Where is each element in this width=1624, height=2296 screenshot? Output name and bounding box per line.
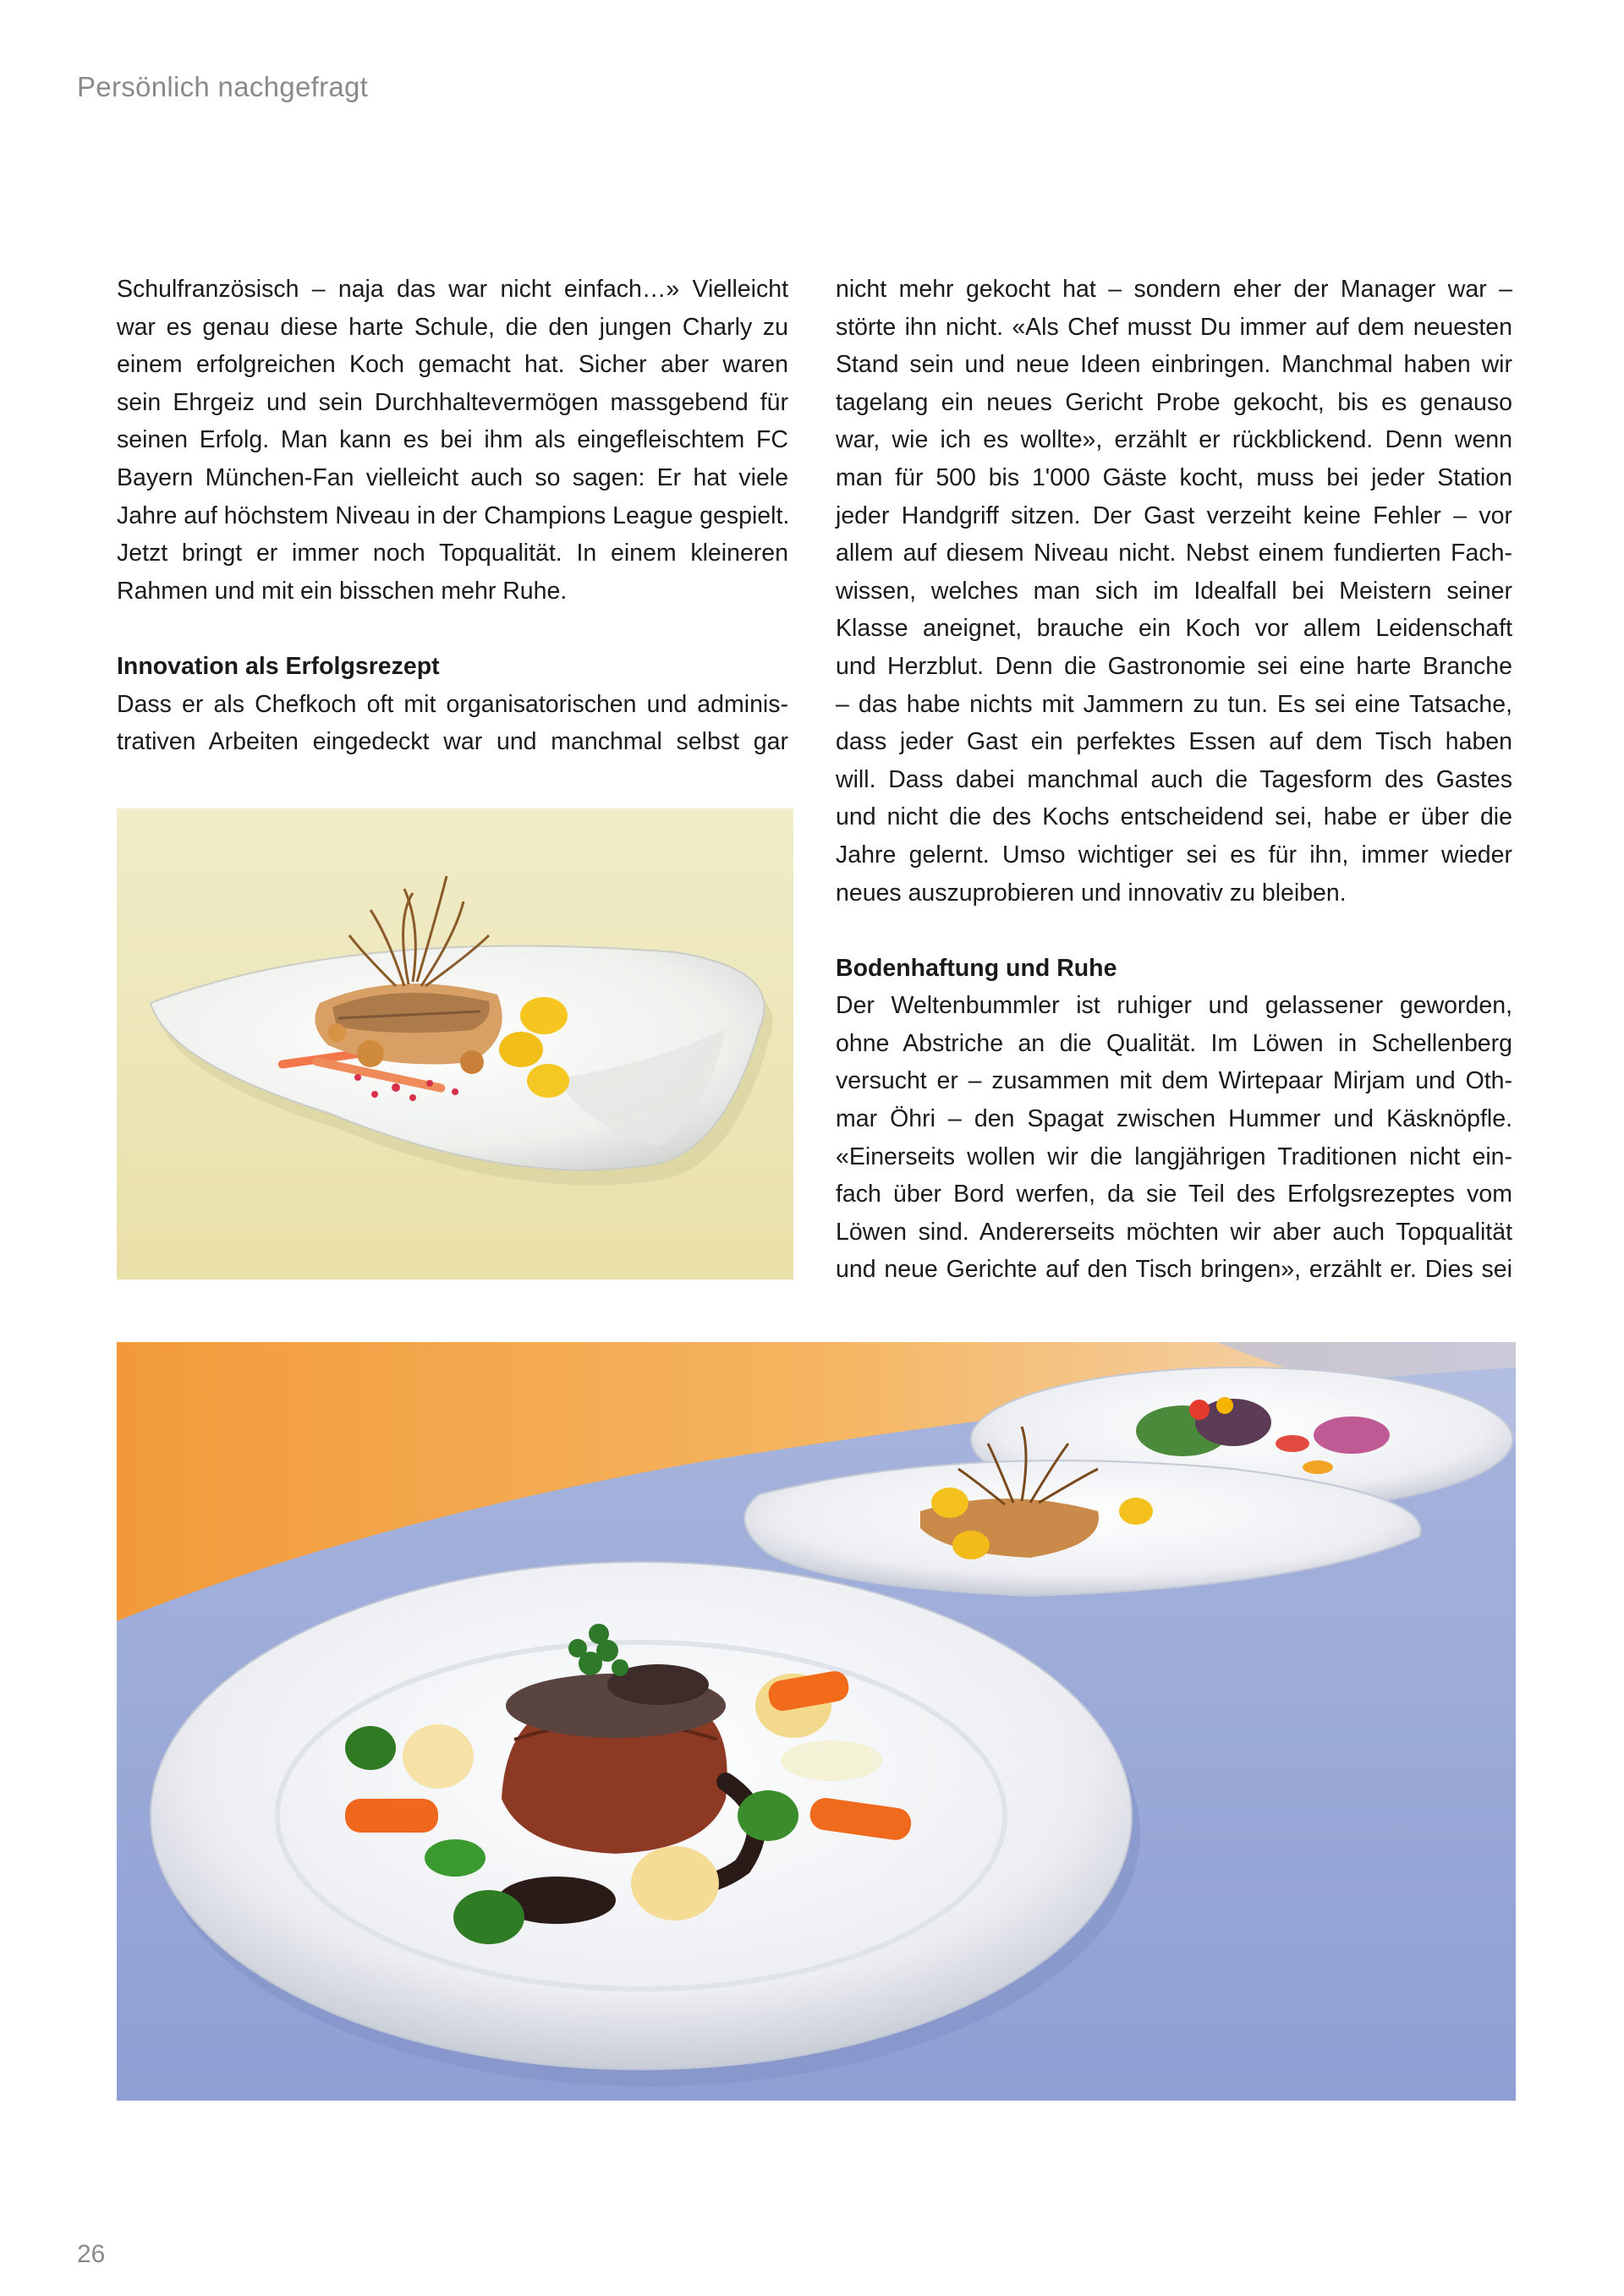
body-line: ohne Abstriche an die Qualität. Im Löwen in Schellenberg: [836, 1029, 1512, 1057]
photo-table-dishes: [117, 1342, 1516, 2101]
body-line: Der Weltenbummler ist ruhiger und gelassener geworden,: [836, 992, 1512, 1020]
body-line: trativen Arbeiten eingedeckt war und manchmal selbst gar: [117, 728, 788, 756]
body-line: Jahre auf höchstem Niveau in der Champions League gespielt.: [117, 501, 790, 529]
body-line: allem auf diesem Niveau nicht. Nebst einem fundierten Fach-: [836, 540, 1512, 567]
body-line: Klasse aneignet, brauche ein Koch vor allem Leidenschaft: [836, 615, 1512, 643]
body-line: neues auszuprobieren und innovativ zu bleiben.: [836, 879, 1347, 907]
body-line: dass jeder Gast ein perfektes Essen auf dem Tisch haben: [836, 728, 1512, 756]
body-line: sein Ehrgeiz und sein Durchhaltevermögen massgebend für: [117, 388, 788, 416]
body-line: will. Dass dabei manchmal auch die Tagesform des Gastes: [836, 765, 1512, 793]
body-line: Bayern München-Fan vielleicht auch so sagen: Er hat viele: [117, 463, 788, 491]
body-line: und nicht die des Kochs entscheidend sei, habe er über die: [836, 803, 1512, 831]
body-line: versucht er – zusammen mit dem Wirtepaar Mirjam und Oth-: [836, 1067, 1512, 1095]
body-line: jeder Handgriff sitzen. Der Gast verzeiht keine Fehler – vor: [836, 501, 1512, 529]
page-number: 26: [77, 2240, 106, 2268]
subheading-innovation: Innovation als Erfolgsrezept: [117, 652, 440, 680]
body-line: und neue Gerichte auf den Tisch bringen», erzählt er. Dies sei: [836, 1256, 1512, 1284]
body-line: Jetzt bringt er immer noch Topqualität. In einem kleineren: [117, 540, 788, 567]
body-line: man für 500 bis 1'000 Gäste kocht, muss bei jeder Station: [836, 463, 1512, 491]
body-line: – das habe nichts mit Jammern zu tun. Es sei eine Tatsache,: [836, 690, 1512, 718]
body-line: Löwen sind. Andererseits möchten wir aber auch Topqualität: [836, 1218, 1512, 1246]
body-line: Jahre gelernt. Umso wichtiger sei es für ihn, immer wieder: [836, 841, 1512, 869]
body-line: war es genau diese harte Schule, die den jungen Charly zu: [117, 313, 788, 341]
body-line: nicht mehr gekocht hat – sondern eher der Manager war –: [836, 276, 1512, 303]
body-line: war, wie ich es wollte», erzählt er rückblickend. Denn wenn: [836, 426, 1512, 454]
photo-fish-dish: [117, 808, 793, 1280]
body-line: fach über Bord werfen, da sie Teil des Erfolgsrezeptes vom: [836, 1181, 1512, 1208]
body-line: Dass er als Chefkoch oft mit organisatorischen und adminis-: [117, 690, 788, 718]
body-line: seinen Erfolg. Man kann es bei ihm als eingefleischtem FC: [117, 426, 788, 454]
article-column-left: [117, 271, 788, 761]
body-line: mar Öhri – den Spagat zwischen Hummer und Käsknöpfle.: [836, 1105, 1512, 1133]
body-line: Schulfranzösisch – naja das war nicht einfach…» Vielleicht: [117, 276, 788, 303]
section-title: Persönlich nachgefragt: [77, 71, 369, 102]
subheading-bodenhaftung: Bodenhaftung und Ruhe: [836, 954, 1117, 982]
body-line: «Einerseits wollen wir die langjährigen Traditionen nicht ein-: [836, 1143, 1512, 1170]
article-column-right: [836, 271, 1512, 1289]
body-line: einem erfolgreichen Koch gemacht hat. Sicher aber waren: [117, 351, 788, 379]
body-line: wissen, welches man sich im Idealfall bei Meistern seiner: [836, 577, 1512, 605]
body-line: tagelang ein neues Gericht Probe gekocht, bis es genauso: [836, 388, 1512, 416]
body-line: störte ihn nicht. «Als Chef musst Du immer auf dem neuesten: [836, 313, 1512, 341]
body-line: und Herzblut. Denn die Gastronomie sei eine harte Branche: [836, 652, 1512, 680]
body-line: Stand sein und neue Ideen einbringen. Manchmal haben wir: [836, 351, 1512, 379]
body-line: Rahmen und mit ein bisschen mehr Ruhe.: [117, 577, 568, 605]
